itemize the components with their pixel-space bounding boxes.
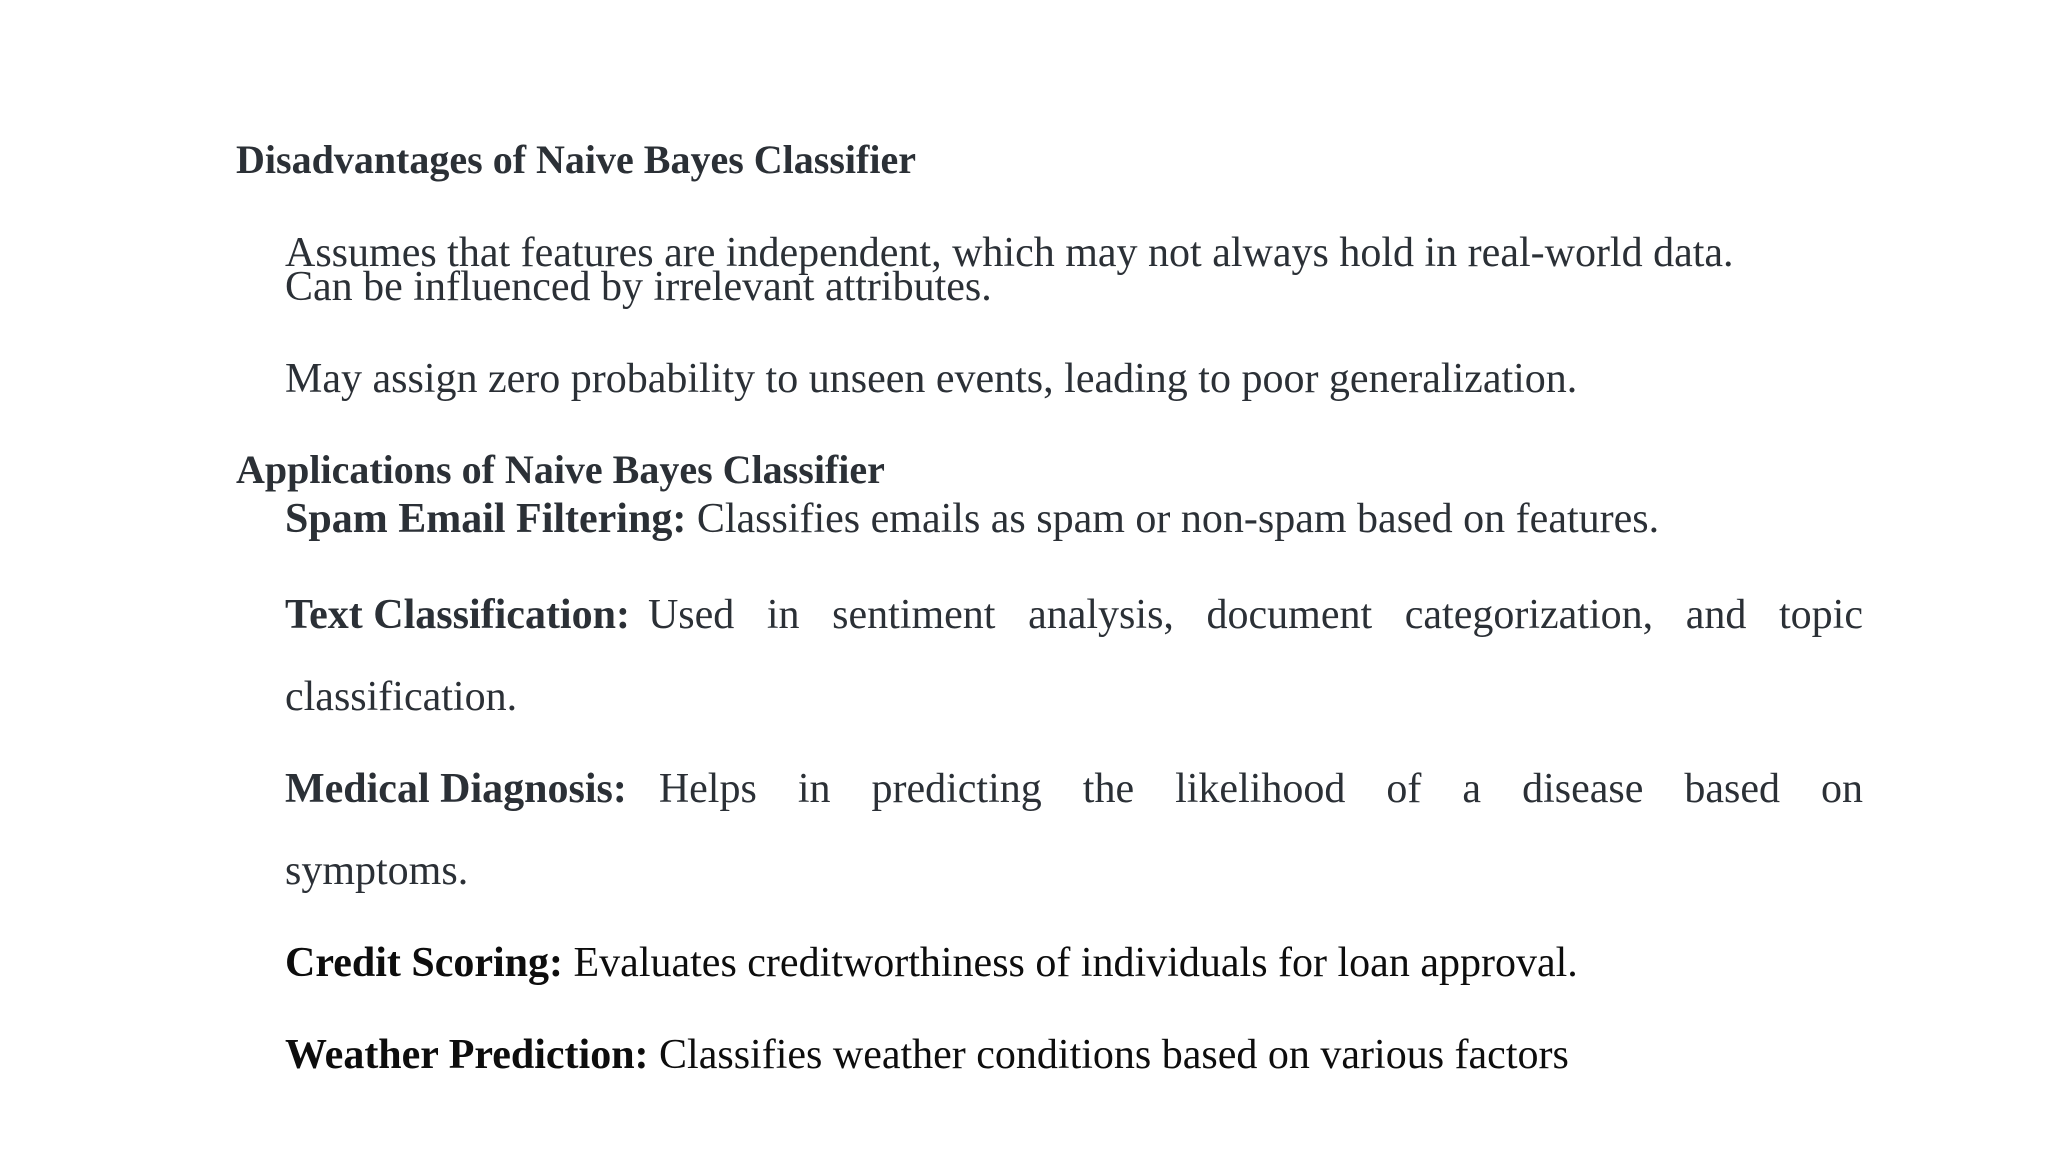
application-term: Medical Diagnosis: xyxy=(285,766,627,812)
application-item-medical xyxy=(285,768,1863,810)
application-text: Helps in predicting the likelihood of a disease based on xyxy=(658,766,1863,812)
justified-line xyxy=(285,768,1863,810)
application-item-text-classification xyxy=(285,594,1863,636)
application-term: Weather Prediction: xyxy=(285,1032,649,1078)
applications-heading: Applications of Naive Bayes Classifier xyxy=(236,447,885,492)
application-item-credit xyxy=(285,942,1578,984)
application-text: Classifies emails as spam or non-spam based on features. xyxy=(696,496,1660,542)
application-term: Credit Scoring: xyxy=(285,940,564,986)
application-term: Spam Email Filtering: xyxy=(285,496,687,542)
disadvantages-heading: Disadvantages of Naive Bayes Classifier xyxy=(236,137,916,182)
application-text: Used in sentiment analysis, document categorization, and topic xyxy=(647,592,1863,638)
application-text: Evaluates creditworthiness of individuals for loan approval. xyxy=(573,940,1578,986)
disadvantage-item-1: Assumes that features are independent, which may not always hold in real-world data. xyxy=(285,230,1734,276)
justified-line xyxy=(285,594,1863,636)
disadvantage-item-3: May assign zero probability to unseen events, leading to poor generalization. xyxy=(285,356,1578,402)
application-item-medical-cont: symptoms. xyxy=(285,848,469,894)
application-item-spam xyxy=(285,498,1659,540)
application-item-text-classification-cont: classification. xyxy=(285,674,518,720)
application-text: Classifies weather conditions based on various factors xyxy=(659,1032,1569,1078)
application-item-weather xyxy=(285,1034,1569,1076)
disadvantage-item-2: Can be influenced by irrelevant attributes. xyxy=(285,264,992,310)
application-term: Text Classification: xyxy=(285,592,630,638)
